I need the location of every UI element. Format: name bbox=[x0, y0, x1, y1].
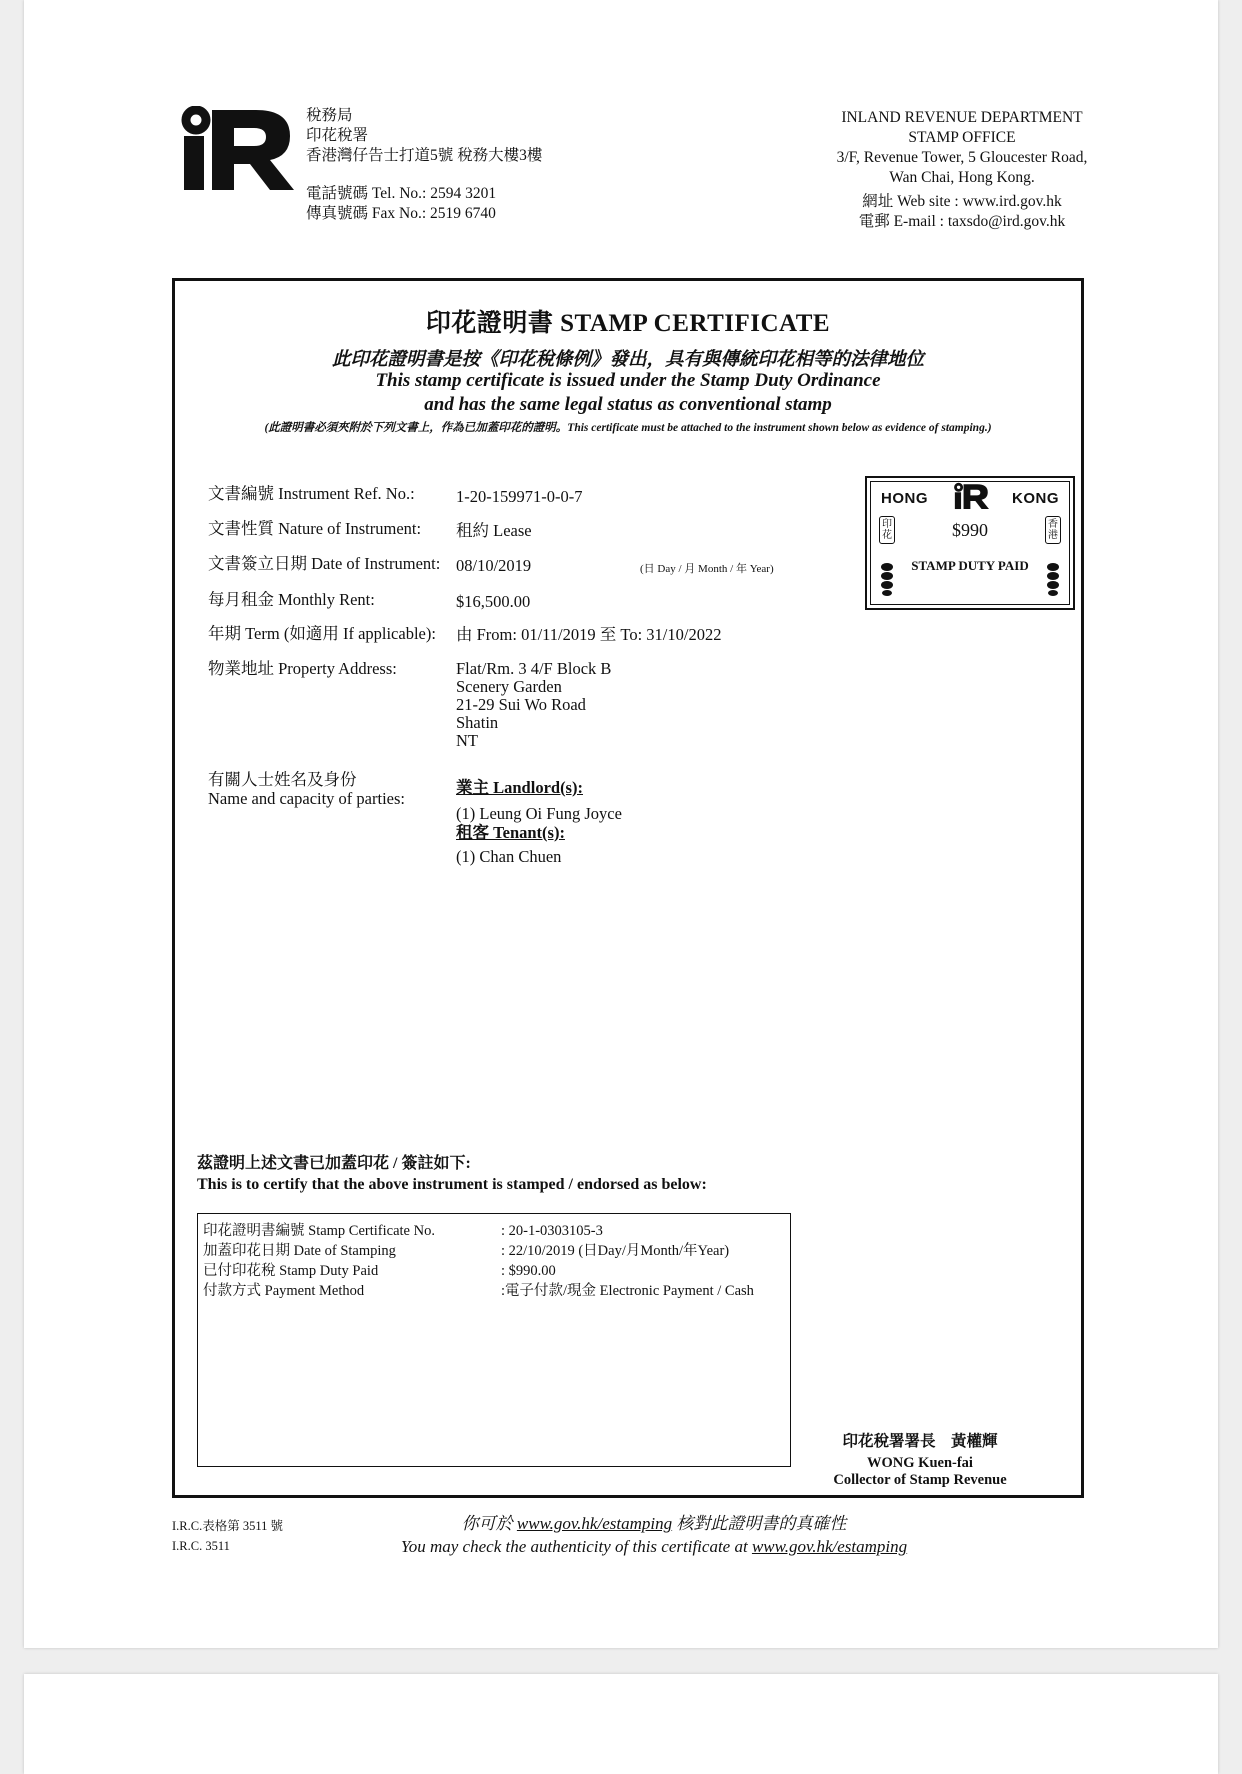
ref-value: 1-20-159971-0-0-7 bbox=[456, 487, 583, 506]
stamp-ornament-left bbox=[879, 562, 895, 596]
landlord-heading: 業主 Landlord(s): bbox=[456, 778, 583, 797]
payment-method-value: :電子付款/現金 Electronic Payment / Cash bbox=[501, 1283, 754, 1299]
stamp-paid-label: STAMP DUTY PAID bbox=[911, 558, 1029, 573]
address-zh: 香港灣仔告士打道5號 稅務大樓3樓 bbox=[306, 147, 543, 164]
subtitle-zh: 此印花證明書是按《印花稅條例》發出，具有與傳統印花相等的法律地位 bbox=[331, 350, 924, 370]
tenant-heading: 租客 Tenant(s): bbox=[456, 823, 565, 842]
nature-label: 文書性質 Nature of Instrument: bbox=[208, 519, 422, 538]
cert-no-value: : 20-1-0303105-3 bbox=[501, 1223, 603, 1239]
parties-label: 有關人士姓名及身份 Name and capacity of parties: bbox=[208, 770, 405, 808]
rent-label: 每月租金 Monthly Rent: bbox=[208, 590, 375, 609]
attachment-note: (此證明書必須夾附於下列文書上，作為已加蓋印花的證明。This certificate must be attached to the instrument shown below as evidence of stamping.) bbox=[264, 422, 992, 434]
document-page bbox=[24, 0, 1218, 1648]
header-right bbox=[794, 108, 1130, 232]
date-label: 文書簽立日期 Date of Instrument: bbox=[208, 554, 441, 573]
stamp-hong: HONG bbox=[881, 490, 928, 507]
dept-name-zh: 稅務局 bbox=[306, 107, 353, 124]
signatory bbox=[775, 1433, 1065, 1489]
signatory-zh: 印花稅署署長 黃權輝 bbox=[842, 1433, 998, 1450]
estamping-link[interactable]: www.gov.hk/estamping bbox=[516, 1514, 673, 1533]
authenticity-note: 你可於 www.gov.hk/estamping 核對此證明書的真確性 You may check the authenticity of this certificate at www.gov.hk/estamping bbox=[400, 1514, 908, 1556]
fax-number: 傳真號碼 Fax No.: 2519 6740 bbox=[306, 205, 496, 222]
dept-name-en: INLAND REVENUE DEPARTMENT bbox=[841, 109, 1083, 126]
tenant-name: (1) Chan Chuen bbox=[456, 847, 562, 866]
stamp-amount: $990 bbox=[952, 520, 988, 540]
term-label: 年期 Term (如適用 If applicable): bbox=[208, 624, 436, 643]
signatory-name: WONG Kuen-fai bbox=[867, 1455, 973, 1471]
next-page bbox=[24, 1674, 1218, 1774]
stamp-duty-paid-stamp bbox=[865, 476, 1075, 610]
header-left bbox=[306, 106, 542, 224]
property-address: Flat/Rm. 3 4/F Block B Scenery Garden 21-29 Sui Wo Road Shatin NT bbox=[456, 659, 612, 750]
stamping-date-value: : 22/10/2019 (日Day/月Month/年Year) bbox=[501, 1243, 730, 1259]
duty-paid-label: 已付印花稅 Stamp Duty Paid bbox=[203, 1263, 379, 1279]
signatory-title: Collector of Stamp Revenue bbox=[833, 1472, 1007, 1488]
parties-list bbox=[456, 778, 622, 866]
stamp-kong: KONG bbox=[1012, 490, 1059, 507]
stamp-side-right: 香港 bbox=[1045, 516, 1061, 544]
website: 網址 Web site : www.ird.gov.hk bbox=[862, 193, 1062, 210]
term-value: 由 From: 01/11/2019 至 To: 31/10/2022 bbox=[456, 625, 722, 644]
stamp-side-left: 印花 bbox=[879, 516, 895, 544]
stamping-date-label: 加蓋印花日期 Date of Stamping bbox=[203, 1243, 396, 1259]
certify-statement: 茲證明上述文書已加蓋印花 / 簽註如下: This is to certify that the above instrument is stamped / endorsed as below: bbox=[197, 1155, 707, 1193]
landlord-name: (1) Leung Oi Fung Joyce bbox=[456, 804, 622, 823]
email: 電郵 E-mail : taxsdo@ird.gov.hk bbox=[858, 213, 1066, 230]
subtitle-en: This stamp certificate is issued under the Stamp Duty Ordinance and has the same legal status as conventional stamp bbox=[375, 370, 881, 415]
endorsement-box bbox=[197, 1213, 791, 1467]
ird-logo bbox=[178, 106, 294, 190]
stamp-ornament-right bbox=[1045, 562, 1061, 596]
certificate-box bbox=[172, 278, 1084, 1498]
rent-value: $16,500.00 bbox=[456, 592, 531, 611]
certificate-title: 印花證明書 STAMP CERTIFICATE bbox=[425, 310, 831, 337]
duty-paid-value: : $990.00 bbox=[501, 1263, 556, 1279]
address-label: 物業地址 Property Address: bbox=[208, 659, 397, 678]
tel-number: 電話號碼 Tel. No.: 2594 3201 bbox=[306, 185, 497, 202]
address-line-1: 3/F, Revenue Tower, 5 Gloucester Road, bbox=[836, 149, 1088, 166]
office-name-en: STAMP OFFICE bbox=[908, 129, 1016, 146]
cert-no-label: 印花證明書編號 Stamp Certificate No. bbox=[203, 1223, 435, 1239]
form-number: I.R.C.表格第 3511 號 I.R.C. 3511 bbox=[172, 1519, 283, 1553]
office-name-zh: 印花稅署 bbox=[306, 127, 369, 144]
payment-method-label: 付款方式 Payment Method bbox=[203, 1283, 365, 1299]
address-line-2: Wan Chai, Hong Kong. bbox=[889, 169, 1035, 186]
nature-value: 租約 Lease bbox=[456, 521, 532, 540]
estamping-link-en[interactable]: www.gov.hk/estamping bbox=[751, 1537, 908, 1556]
date-value: 08/10/2019 bbox=[456, 556, 532, 575]
ref-label: 文書編號 Instrument Ref. No.: bbox=[208, 484, 415, 503]
date-format: (日 Day / 月 Month / 年 Year) bbox=[640, 563, 774, 575]
stamp-ir-logo bbox=[953, 482, 989, 510]
